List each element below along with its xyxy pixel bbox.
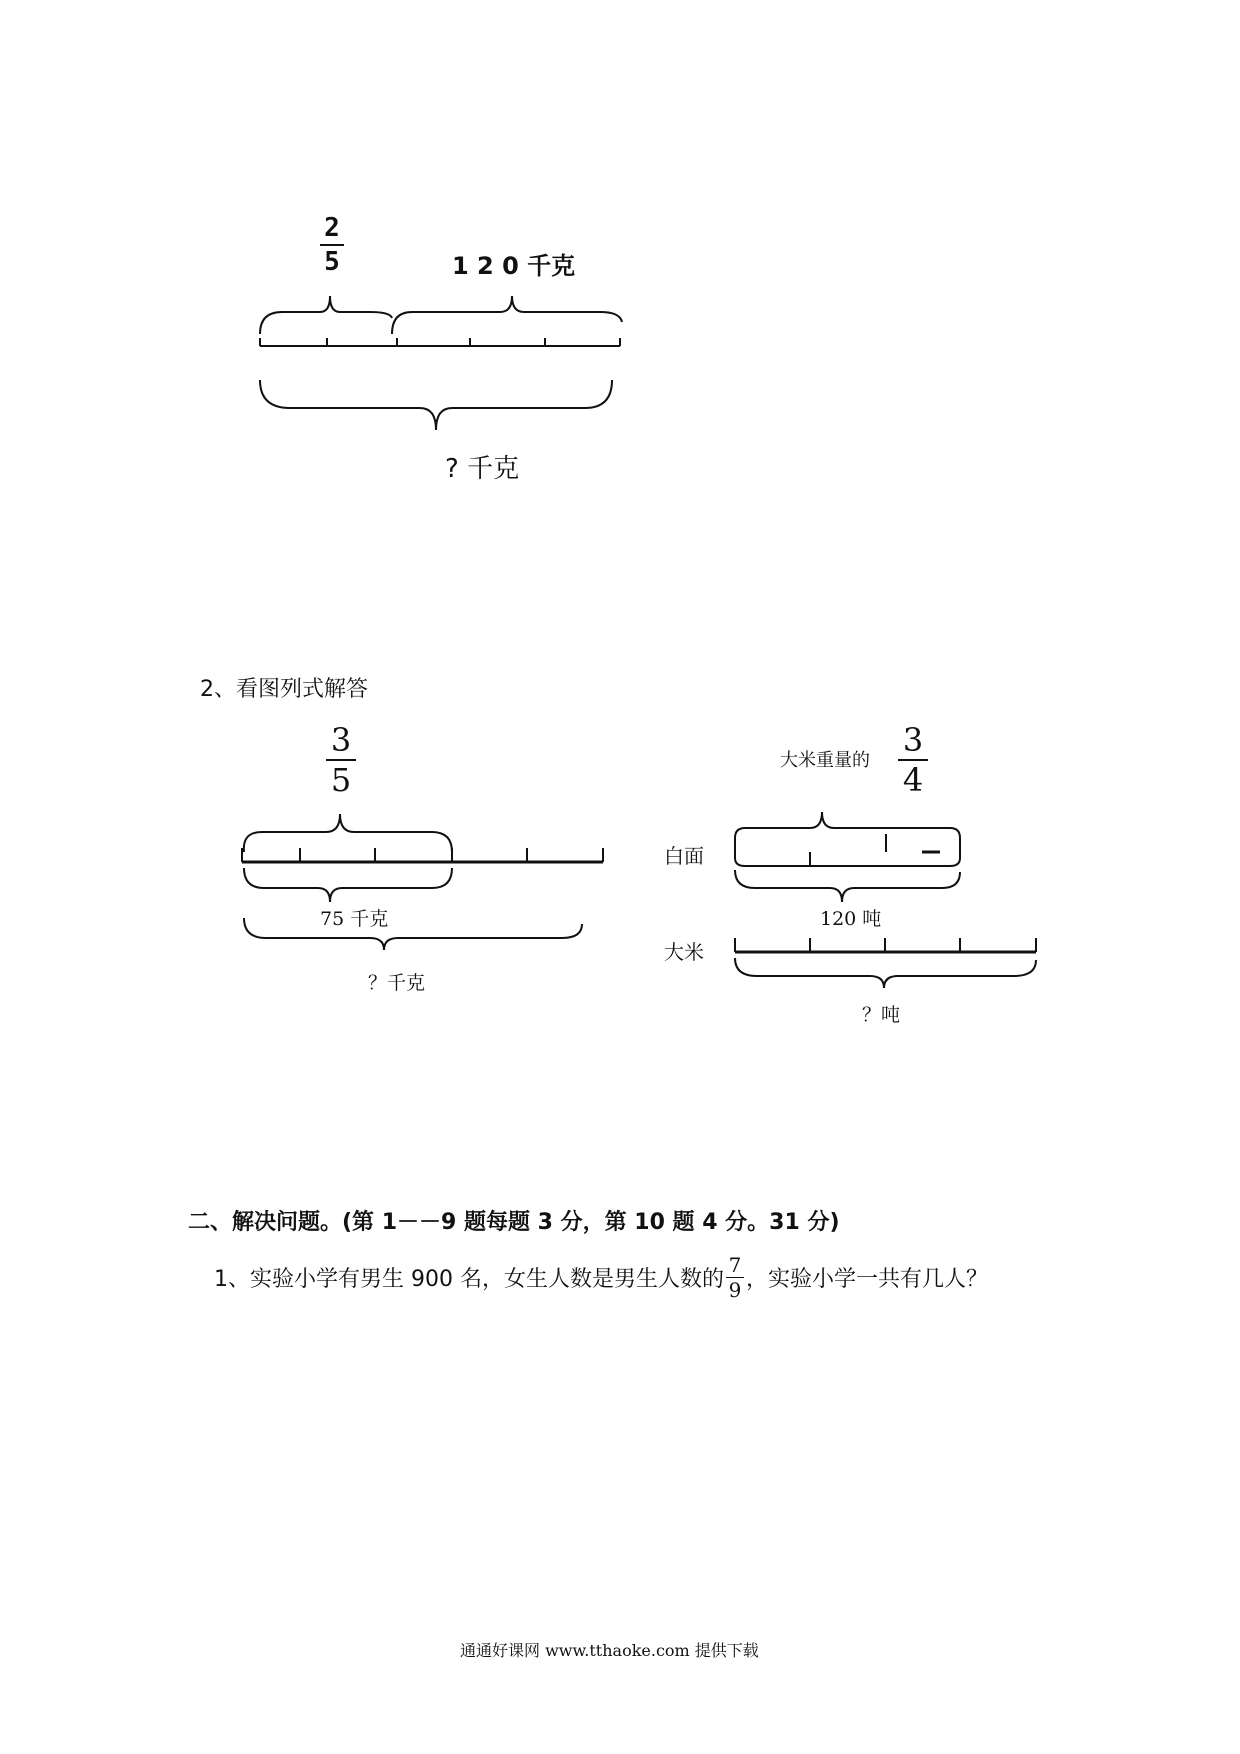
left-total-label: ？千克 [368,972,426,994]
fraction-numerator: 3 [330,721,352,759]
diagram1-total-label: ? 千克 [445,454,520,484]
flour-bar [735,812,960,866]
fraction-denominator: 9 [728,1278,742,1302]
problem1-fraction [726,1255,744,1300]
fraction-numerator: 7 [728,1253,742,1277]
rice-label: 大米 [664,940,704,964]
section2-heading: 二、解决问题。(第 1－－9 题每题 3 分，第 10 题 4 分。31 分) [188,1210,840,1235]
problem1 [214,1255,988,1300]
fraction-numerator: 2 [324,213,340,243]
problem1-text-after: ，实验小学一共有几人？ [745,1267,988,1292]
right-top-label: 大米重量的 [780,750,870,771]
flour-brace [735,870,960,902]
rice-brace [735,958,1036,988]
left-part-label: 75 千克 [320,908,389,930]
footer-text: 通通好课网 www.tthaoke.com 提供下载 [460,1641,759,1660]
rice-total-label: ？吨 [862,1004,901,1026]
right-fraction [898,721,928,799]
fraction-denominator: 4 [902,761,924,799]
fraction-denominator: 5 [330,761,352,799]
question2-heading: 2、看图列式解答 [200,677,368,702]
flour-value-label: 120 吨 [820,908,882,930]
fraction-numerator: 3 [902,721,924,759]
flour-label: 白面 [664,844,704,868]
fraction-denominator: 5 [324,247,340,277]
problem1-text-before: 1、实验小学有男生 900 名，女生人数是男生人数的 [214,1267,724,1292]
diagram1-part-label: 1 2 0 千克 [452,252,576,280]
